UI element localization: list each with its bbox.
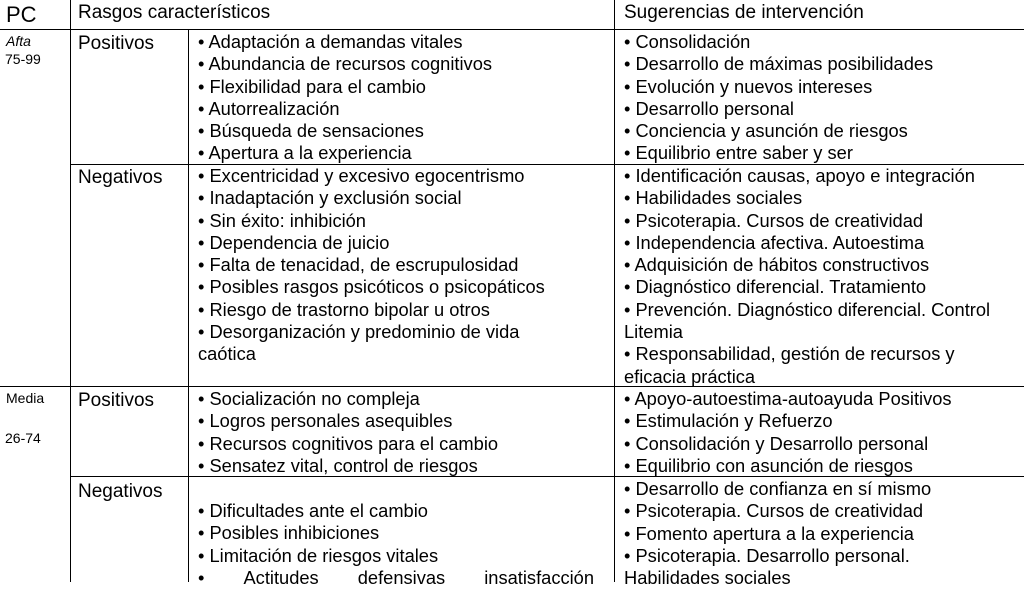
list-item: • Sensatez vital, control de riesgos [198,454,478,476]
list-item: • Sin éxito: inhibición [198,209,366,231]
group-range: 26-74 [5,430,41,446]
group-range: 75-99 [5,51,41,67]
list-item: • Diagnóstico diferencial. Tratamiento [624,276,927,298]
list-item: • Desarrollo de confianza en sí mismo [624,478,932,499]
list-item: • Apertura a la experiencia [198,142,412,164]
list-item: • Inadaptación y exclusión social [198,187,462,209]
list-item: • Evolución y nuevos intereses [624,75,873,97]
list-item-justified [198,567,594,589]
list-item: • Logros personales asequibles [198,410,453,432]
rasgos-cell [198,31,492,165]
list-item-continuation: Litemia [624,321,683,343]
rasgos-cell [198,165,545,366]
list-item: • Abundancia de recursos cognitivos [198,53,492,75]
list-item: • Autorrealización [198,97,340,119]
header-sugerencias: Sugerencias de intervención [624,2,864,23]
list-item: • Excentricidad y excesivo egocentrismo [198,165,525,186]
list-item: • Fomento apertura a la experiencia [624,522,914,544]
list-item: • Independencia afectiva. Autoestima [624,231,925,253]
list-item: • Habilidades sociales [624,187,803,209]
sugerencias-cell [624,478,931,589]
list-item: • Adaptación a demandas vitales [198,31,463,52]
list-item: • Socialización no compleja [198,388,420,409]
list-item: • Consolidación y Desarrollo personal [624,432,929,454]
list-item: • Equilibrio con asunción de riesgos [624,454,913,476]
sugerencias-cell [624,31,933,165]
group-name: Media [6,390,45,406]
list-item: • Recursos cognitivos para el cambio [198,432,499,454]
column-divider [188,29,189,582]
list-item-continuation: Habilidades sociales [624,567,791,589]
list-item: • Búsqueda de sensaciones [198,120,424,142]
sugerencias-cell [624,165,990,388]
list-item: • Dificultades ante el cambio [198,500,428,521]
header-rasgos: Rasgos característicos [78,2,271,23]
list-item-continuation: eficacia práctica [624,365,756,387]
list-item: • Desarrollo de máximas posibilidades [624,53,934,75]
rasgos-cell [198,388,498,477]
list-item: • Falta de tenacidad, de escrupulosidad [198,254,519,276]
list-item: • Apoyo-autoestima-autoayuda Positivos [624,388,952,409]
list-item: • Responsabilidad, gestión de recursos y [624,343,955,365]
word: insatisfacción [484,566,594,588]
header-pc: PC [6,2,37,27]
list-item-continuation: caótica [198,343,256,365]
header-divider [0,29,1024,30]
section-label: Negativos [78,481,163,502]
word: defensivas [357,566,446,588]
word: Actitudes [243,566,319,588]
list-item: • Posibles inhibiciones [198,522,380,544]
list-item: • Limitación de riesgos vitales [198,544,439,566]
list-item: • Riesgo de trastorno bipolar u otros [198,298,490,320]
list-item: • Prevención. Diagnóstico diferencial. Control [624,298,991,320]
list-item: • Psicoterapia. Cursos de creatividad [624,500,924,522]
section-label: Positivos [78,390,155,411]
list-item: • Conciencia y asunción de riesgos [624,120,908,142]
list-item: • Identificación causas, apoyo e integración [624,165,975,186]
list-item: • Dependencia de juicio [198,231,390,253]
column-divider [614,0,615,582]
section-label: Positivos [78,33,155,54]
section-label: Negativos [78,167,163,188]
list-item: • Consolidación [624,31,751,52]
list-item: • Desorganización y predominio de vida [198,321,520,343]
list-item: • Equilibrio entre saber y ser [624,142,853,164]
list-item: • Psicoterapia. Cursos de creatividad [624,209,924,231]
group-name: Afta [6,33,31,49]
sugerencias-cell [624,388,952,477]
list-item: • Desarrollo personal [624,97,794,119]
list-item: • Estimulación y Refuerzo [624,410,833,432]
list-item: • Flexibilidad para el cambio [198,75,426,97]
list-item: • Posibles rasgos psicóticos o psicopáticos [198,276,545,298]
list-item: • Psicoterapia. Desarrollo personal. [624,544,910,566]
bullet: • [198,566,205,588]
column-divider [70,0,71,582]
list-item: • Adquisición de hábitos constructivos [624,254,930,276]
rasgos-cell [198,500,594,589]
